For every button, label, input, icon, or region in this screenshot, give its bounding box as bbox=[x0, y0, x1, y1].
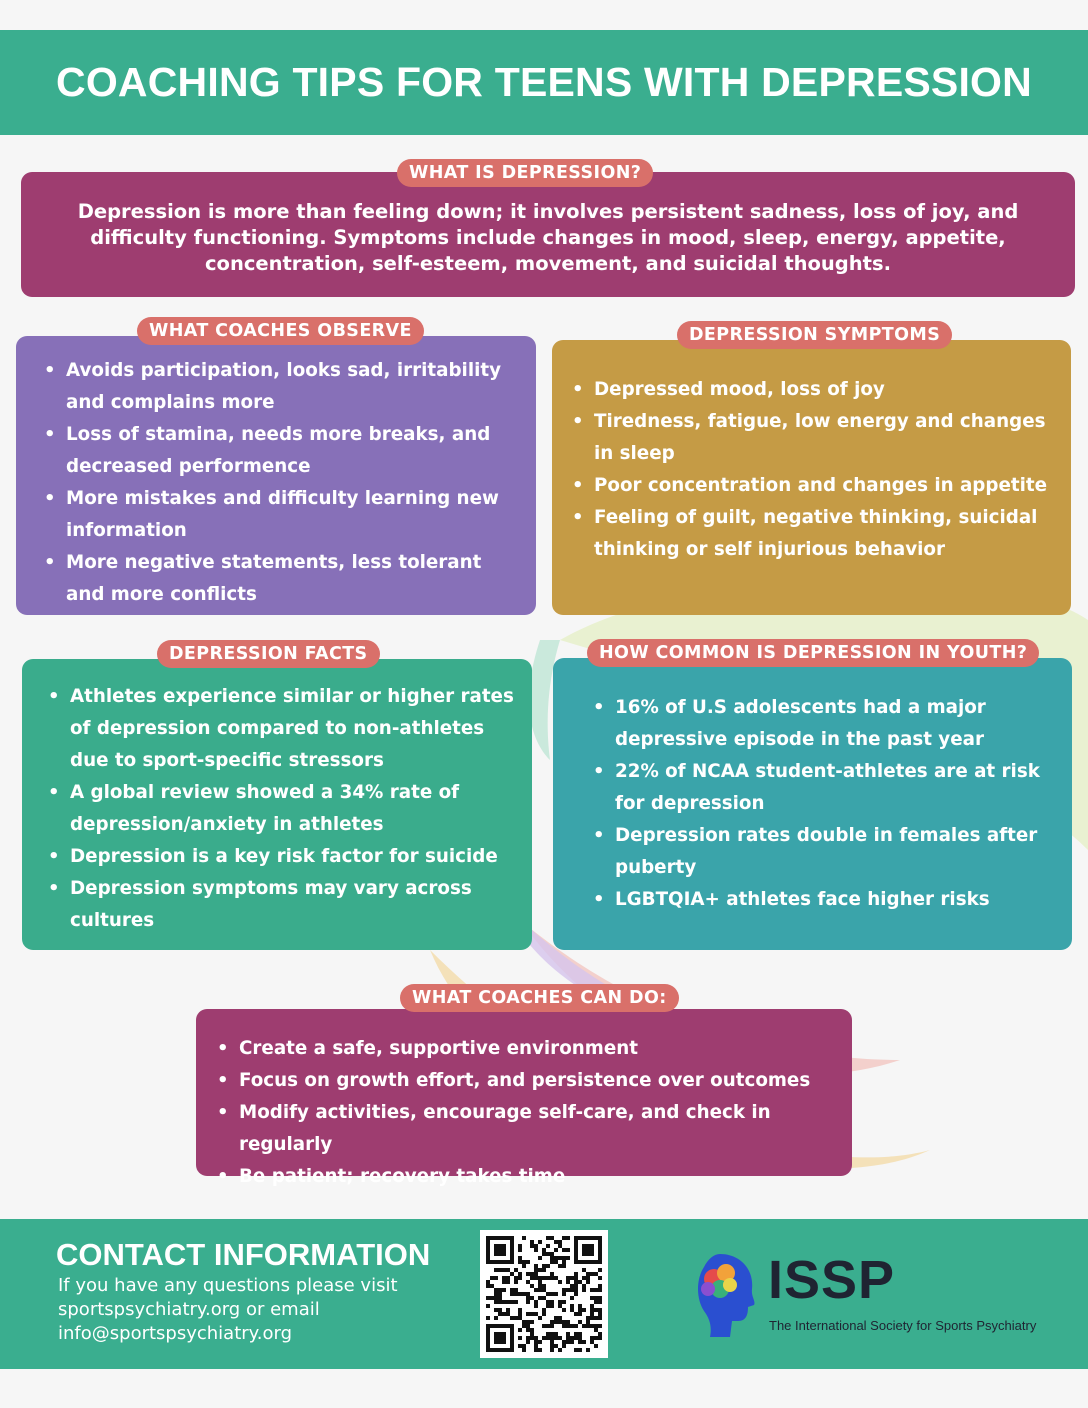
list-item: • Avoids participation, looks sad, irritability and complains more bbox=[40, 355, 520, 419]
depression-facts-heading: DEPRESSION FACTS bbox=[157, 640, 380, 668]
qr-code-icon bbox=[486, 1236, 602, 1352]
list-item: • Loss of stamina, needs more breaks, and decreased performence bbox=[40, 419, 520, 483]
list-item: • 22% of NCAA student-athletes are at risk for depression bbox=[589, 756, 1059, 820]
logo-subtitle: The International Society for Sports Psychiatry bbox=[769, 1318, 1037, 1333]
contact-text bbox=[58, 1274, 438, 1346]
how-common-panel bbox=[553, 658, 1072, 950]
logo-name: ISSP bbox=[768, 1250, 896, 1310]
list-item: • Depression symptoms may vary across cultures bbox=[44, 873, 524, 937]
coaches-observe-panel bbox=[16, 336, 536, 615]
coaches-observe-list bbox=[40, 355, 520, 611]
how-common-heading: HOW COMMON IS DEPRESSION IN YOUTH? bbox=[587, 639, 1039, 667]
what-is-depression-panel bbox=[21, 172, 1075, 297]
head-brain-icon bbox=[690, 1249, 760, 1339]
contact-line[interactable]: sportspsychiatry.org or email bbox=[58, 1299, 320, 1320]
list-item: • Athletes experience similar or higher rates of depression compared to non-athletes due to sport-specific stressors bbox=[44, 681, 524, 777]
list-item: • A global review showed a 34% rate of depression/anxiety in athletes bbox=[44, 777, 524, 841]
list-item: • Feeling of guilt, negative thinking, suicidal thinking or self injurious behavior bbox=[568, 502, 1058, 566]
contact-heading: CONTACT INFORMATION bbox=[56, 1237, 431, 1272]
contact-footer bbox=[0, 1219, 1088, 1369]
list-item: • More negative statements, less tolerant and more conflicts bbox=[40, 547, 520, 611]
coaches-can-do-heading: WHAT COACHES CAN DO: bbox=[400, 984, 679, 1012]
list-item: • Poor concentration and changes in appetite bbox=[568, 470, 1058, 502]
list-item: • 16% of U.S adolescents had a major depressive episode in the past year bbox=[589, 692, 1059, 756]
list-item: • Tiredness, fatigue, low energy and changes in sleep bbox=[568, 406, 1058, 470]
how-common-list bbox=[589, 692, 1059, 916]
coaches-can-do-panel bbox=[196, 1009, 852, 1187]
list-item: • Focus on growth effort, and persistence over outcomes bbox=[213, 1065, 843, 1097]
coaches-can-do-list bbox=[213, 1033, 843, 1193]
list-item: • Create a safe, supportive environment bbox=[213, 1033, 843, 1065]
what-is-depression-heading: WHAT IS DEPRESSION? bbox=[397, 159, 653, 187]
page-title: COACHING TIPS FOR TEENS WITH DEPRESSION bbox=[56, 59, 1032, 105]
list-item: • Depression rates double in females after puberty bbox=[589, 820, 1059, 884]
list-item: • Depressed mood, loss of joy bbox=[568, 374, 1058, 406]
depression-facts-list bbox=[44, 681, 524, 937]
depression-symptoms-panel bbox=[552, 340, 1071, 615]
contact-line[interactable]: info@sportspsychiatry.org bbox=[58, 1323, 292, 1344]
list-item: • Depression is a key risk factor for suicide bbox=[44, 841, 524, 873]
what-is-depression-text: Depression is more than feeling down; it involves persistent sadness, loss of joy, and difficulty functioning. Symptoms include changes in mood, sleep, energy, appetite, concentration, self-esteem, movement, and suicidal thoughts. bbox=[77, 200, 1019, 275]
contact-line: If you have any questions please visit bbox=[58, 1275, 398, 1296]
coaches-observe-heading: WHAT COACHES OBSERVE bbox=[137, 317, 424, 345]
page-header bbox=[0, 30, 1088, 135]
depression-symptoms-heading: DEPRESSION SYMPTOMS bbox=[677, 321, 952, 349]
depression-symptoms-list bbox=[568, 374, 1058, 566]
qr-code[interactable] bbox=[480, 1230, 608, 1358]
list-item: • More mistakes and difficulty learning new information bbox=[40, 483, 520, 547]
list-item: • LGBTQIA+ athletes face higher risks bbox=[589, 884, 1059, 916]
list-item: • Modify activities, encourage self-care, and check in regularly bbox=[213, 1097, 843, 1161]
depression-facts-panel bbox=[22, 659, 532, 950]
list-item: • Be patient; recovery takes time bbox=[213, 1161, 843, 1193]
